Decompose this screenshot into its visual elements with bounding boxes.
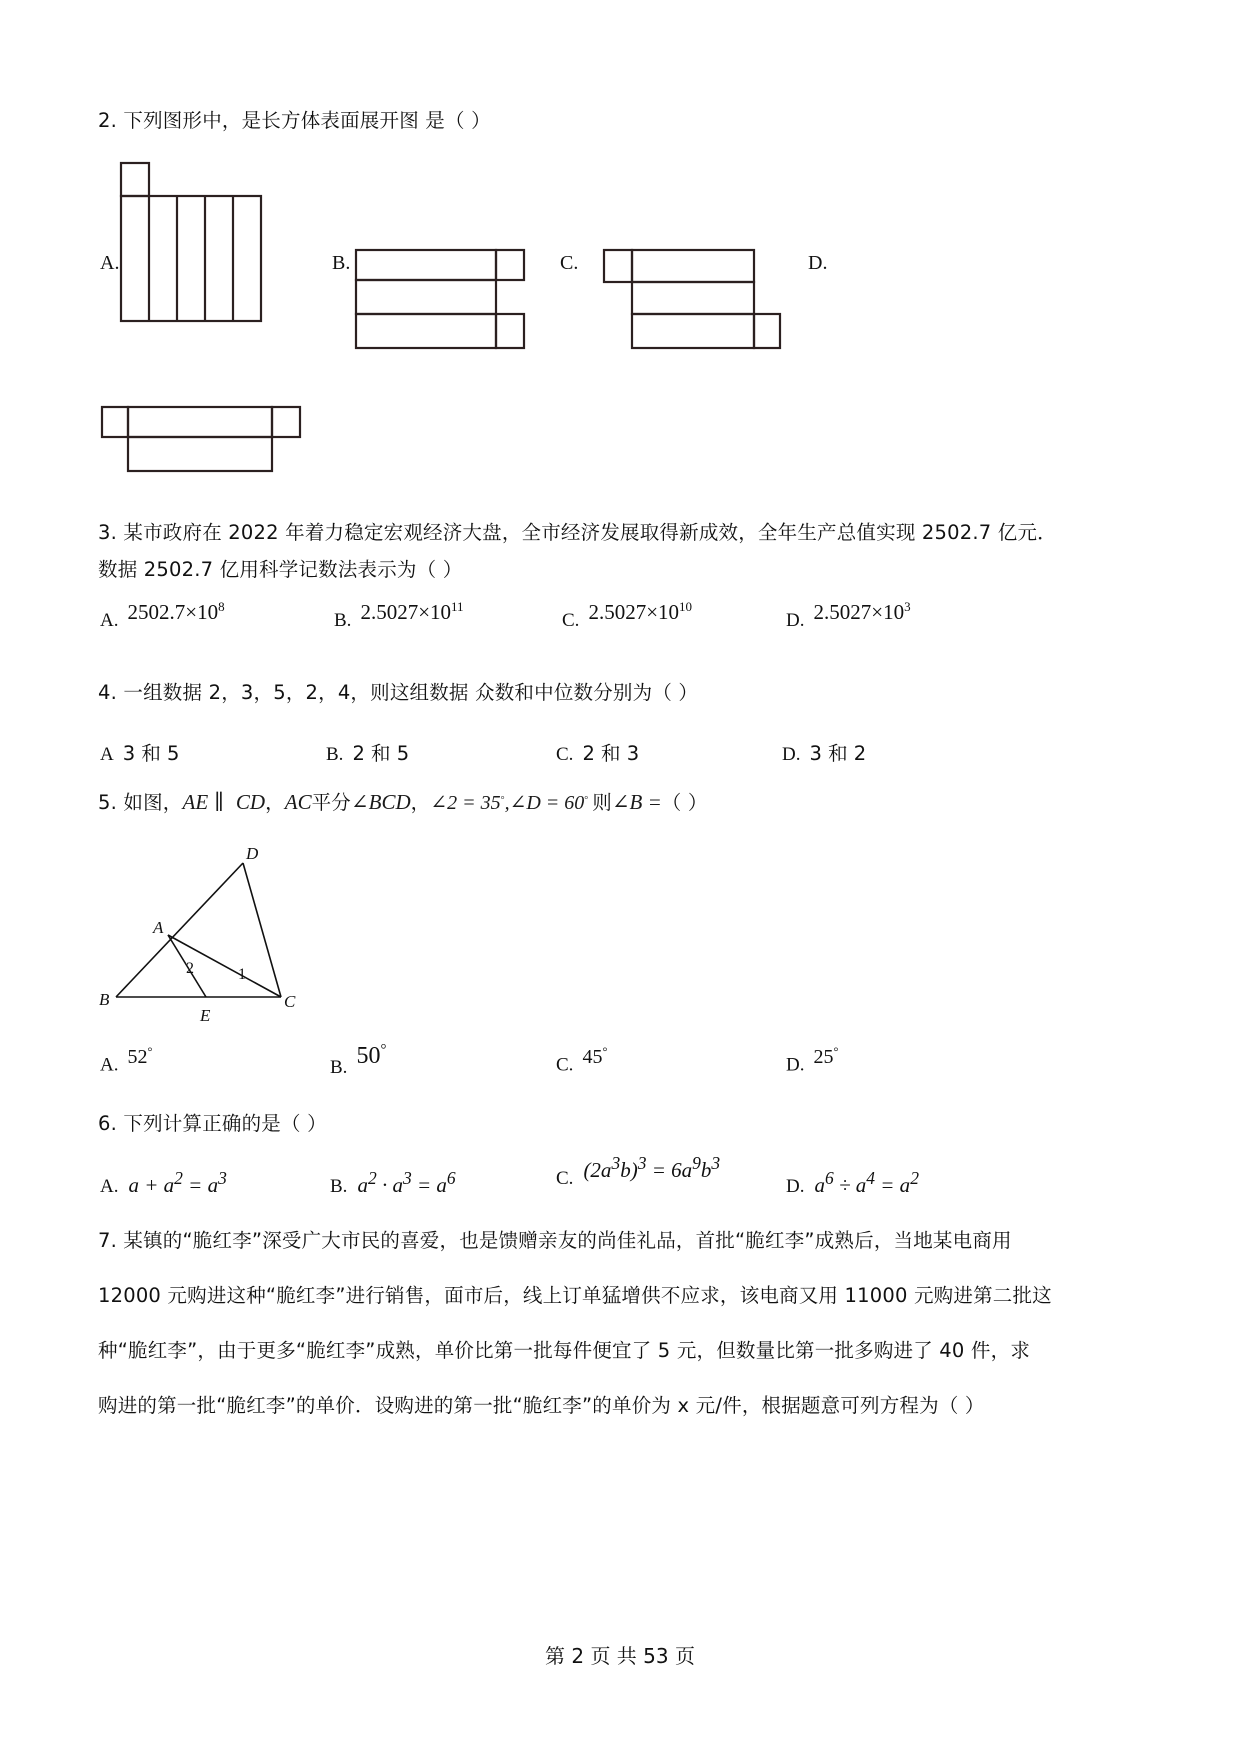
option-d-label: D. bbox=[786, 1176, 805, 1197]
vertex-label-b: B bbox=[99, 990, 110, 1009]
question-2-choice-b-label: B. bbox=[332, 252, 351, 274]
question-2-choice-c-label: C. bbox=[560, 252, 579, 274]
option-c-value: 45 bbox=[582, 1045, 603, 1068]
option-b-mantissa: 2.5027 bbox=[360, 600, 419, 624]
option-d-expression: $a^6 \div a^4 = a^2$ bbox=[814, 1168, 919, 1197]
option-b-label: B. bbox=[326, 744, 344, 765]
option-b-times: ×10 bbox=[418, 600, 452, 624]
option-c-label: C. bbox=[556, 1054, 574, 1076]
question-3-option-b[interactable] bbox=[334, 599, 464, 632]
option-b-label: B. bbox=[330, 1176, 348, 1197]
question-3-stem-line1: 3. 某市政府在 2022 年着力稳定宏观经济大盘，全市经济发展取得新成效，全年生产总值实现 2502.7 亿元． bbox=[98, 521, 1057, 544]
q5-ae: AE bbox=[182, 790, 209, 814]
degree-icon: ° bbox=[380, 1042, 387, 1058]
q5-angleb: ∠B = bbox=[611, 790, 662, 814]
option-c-times: ×10 bbox=[646, 600, 680, 624]
option-a-label: A. bbox=[100, 1176, 119, 1197]
q5-then: 则 bbox=[592, 791, 612, 814]
question-5-stem bbox=[98, 790, 708, 816]
question-4-stem: 4. 一组数据 2，3，5，2，4，则这组数据 众数和中位数分别为（ ） bbox=[98, 681, 699, 704]
option-c-label: C. bbox=[562, 610, 580, 631]
option-b-value: 50 bbox=[356, 1043, 381, 1069]
option-d-text: 3 和 2 bbox=[809, 742, 867, 765]
option-d-label: D. bbox=[786, 1054, 805, 1076]
angle-label-1: 1 bbox=[238, 966, 246, 983]
question-3-option-d[interactable] bbox=[786, 599, 911, 632]
question-3-option-a[interactable] bbox=[100, 599, 225, 632]
q5-angle2: ∠2 = 35 bbox=[430, 792, 501, 814]
option-d-mantissa: 2.5027 bbox=[813, 600, 872, 624]
question-6-option-c[interactable] bbox=[556, 1153, 721, 1190]
option-d-value: 25 bbox=[813, 1045, 834, 1068]
option-c-label: C. bbox=[556, 744, 574, 765]
option-a-label: A bbox=[100, 744, 114, 765]
q5-paren: （ ） bbox=[661, 791, 708, 814]
option-b-expression: $a^2 \cdot a^3 = a^6$ bbox=[357, 1168, 456, 1197]
vertex-label-c: C bbox=[284, 992, 296, 1011]
option-c-label: C. bbox=[556, 1168, 574, 1189]
figure-choice-a bbox=[118, 160, 268, 360]
question-5-option-d[interactable] bbox=[786, 1044, 839, 1077]
vertex-label-a: A bbox=[153, 918, 164, 937]
option-c-expression: $(2a^3b)^3 = 6a^9b^3$ bbox=[583, 1153, 721, 1182]
option-d-exponent: 3 bbox=[904, 599, 911, 614]
question-5-option-a[interactable] bbox=[100, 1044, 153, 1077]
question-4-option-d[interactable] bbox=[782, 738, 866, 766]
option-a-exponent: 8 bbox=[218, 599, 225, 614]
question-6-option-a[interactable] bbox=[100, 1168, 227, 1198]
option-a-mantissa: 2502.7 bbox=[127, 600, 186, 624]
question-4-option-a[interactable] bbox=[100, 738, 179, 766]
question-5-option-b[interactable] bbox=[330, 1042, 387, 1080]
q5-comma3: , bbox=[504, 792, 510, 814]
question-4-option-c[interactable] bbox=[556, 738, 639, 766]
option-d-label: D. bbox=[786, 610, 805, 631]
question-7-line-4: 购进的第一批“脆红李”的单价．设购进的第一批“脆红李”的单价为 x 元/件，根据题意可列方程为（ ） bbox=[98, 1394, 985, 1417]
option-b-label: B. bbox=[330, 1057, 348, 1078]
option-a-label: A. bbox=[100, 610, 119, 631]
question-5-option-c[interactable] bbox=[556, 1044, 608, 1077]
q5-deg2: ° bbox=[584, 794, 589, 806]
question-7-line-1: 7. 某镇的“脆红李”深受广大市民的喜爱，也是馈赠亲友的尚佳礼品，首批“脆红李”成熟后，当地某电商用 bbox=[98, 1229, 1012, 1252]
figure-choice-c bbox=[602, 248, 782, 352]
angle-label-2: 2 bbox=[186, 960, 194, 977]
figure-choice-d bbox=[100, 405, 315, 475]
option-a-text: 3 和 5 bbox=[122, 742, 180, 765]
q5-ac: AC bbox=[284, 790, 312, 814]
page-footer: 第 2 页 共 53 页 bbox=[545, 1644, 695, 1668]
q5-cd: CD bbox=[235, 790, 266, 814]
degree-icon: ° bbox=[147, 1044, 153, 1058]
option-b-text: 2 和 5 bbox=[352, 742, 410, 765]
question-6-stem: 6. 下列计算正确的是（ ） bbox=[98, 1112, 327, 1135]
option-b-exponent: 11 bbox=[451, 599, 464, 614]
degree-icon: ° bbox=[602, 1044, 608, 1058]
q5-bisects: 平分 bbox=[311, 791, 352, 814]
option-c-exponent: 10 bbox=[679, 599, 693, 614]
option-d-times: ×10 bbox=[871, 600, 905, 624]
q5-comma2: ， bbox=[410, 791, 431, 814]
question-2-choice-d-label: D. bbox=[808, 252, 828, 274]
vertex-label-d: D bbox=[246, 845, 259, 863]
option-a-times: ×10 bbox=[185, 600, 219, 624]
option-c-text: 2 和 3 bbox=[582, 742, 640, 765]
parallel-symbol: ∥ bbox=[214, 790, 224, 814]
question-6-option-b[interactable] bbox=[330, 1168, 456, 1198]
option-a-value: 52 bbox=[127, 1045, 148, 1068]
question-3-stem-line2: 数据 2502.7 亿用科学记数法表示为（ ） bbox=[98, 558, 463, 581]
option-c-mantissa: 2.5027 bbox=[588, 600, 647, 624]
q5-angled: ∠D = 60 bbox=[509, 792, 585, 814]
q5-prefix: 5. 如图， bbox=[98, 791, 183, 814]
option-d-label: D. bbox=[782, 744, 801, 765]
option-a-expression: $a + a^2 = a^3$ bbox=[128, 1168, 227, 1197]
q5-comma1: ， bbox=[265, 791, 285, 814]
q5-deg1: ° bbox=[500, 794, 505, 806]
question-2-stem: 2. 下列图形中，是长方体表面展开图 是（ ） bbox=[98, 109, 491, 132]
question-7-line-3: 种“脆红李”，由于更多“脆红李”成熟，单价比第一批每件便宜了 5 元，但数量比第一批多购进了 40 件，求 bbox=[98, 1339, 1031, 1362]
question-4-option-b[interactable] bbox=[326, 738, 409, 766]
figure-question-5-triangle bbox=[96, 845, 326, 1025]
vertex-label-e: E bbox=[200, 1006, 211, 1025]
option-b-label: B. bbox=[334, 610, 352, 631]
question-3-option-c[interactable] bbox=[562, 599, 693, 632]
degree-icon: ° bbox=[833, 1044, 839, 1058]
q5-angle-bcd: ∠BCD bbox=[351, 790, 411, 814]
figure-choice-b bbox=[354, 248, 534, 352]
question-7-line-2: 12000 元购进这种“脆红李”进行销售，面市后，线上订单猛增供不应求，该电商又用 11000 元购进第二批这 bbox=[98, 1284, 1052, 1307]
option-a-label: A. bbox=[100, 1054, 119, 1076]
question-6-option-d[interactable] bbox=[786, 1168, 919, 1198]
question-2-choice-a-label: A. bbox=[100, 252, 120, 274]
